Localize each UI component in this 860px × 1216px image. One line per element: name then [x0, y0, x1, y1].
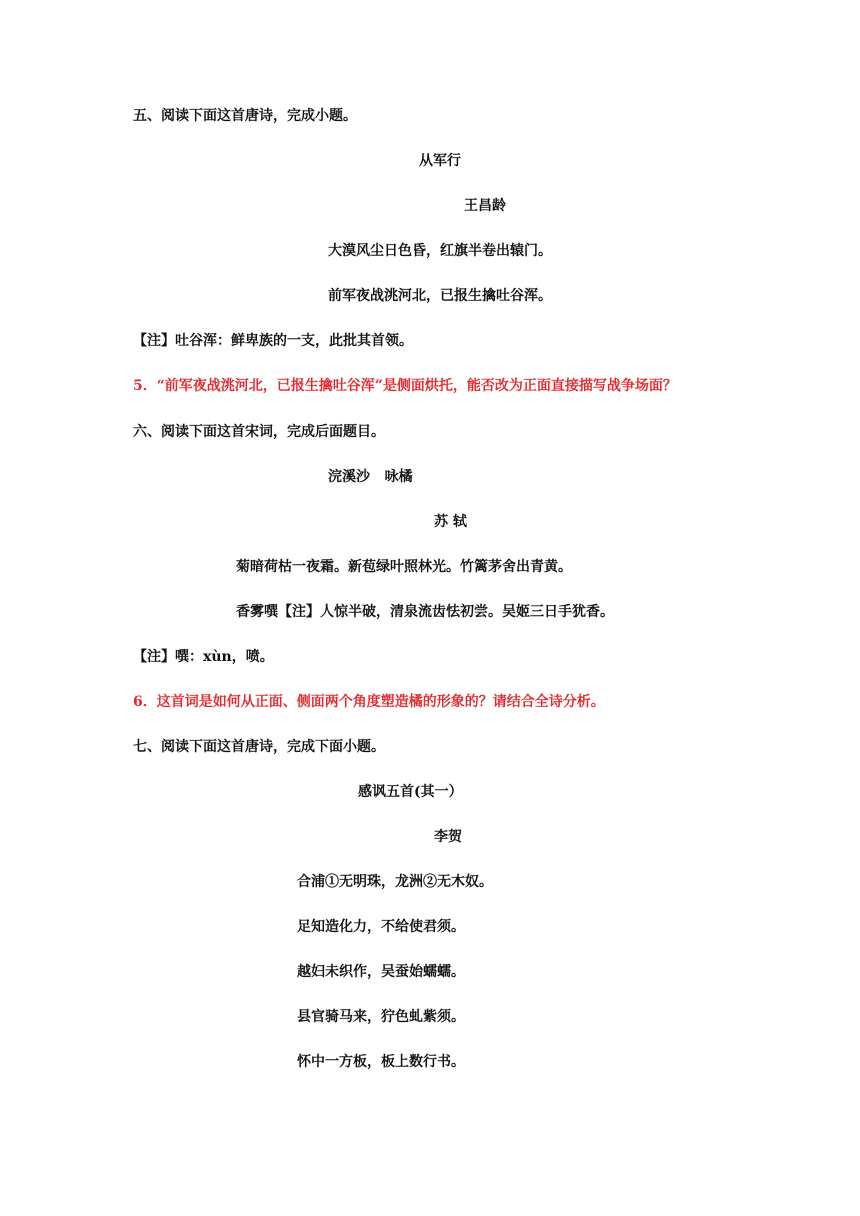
section7-heading: 七、阅读下面这首唐诗，完成下面小题。	[133, 739, 385, 755]
section6-note: 【注】噀：xùn，喷。	[133, 649, 274, 665]
section5-note: 【注】吐谷浑：鲜卑族的一支，此批其首领。	[133, 333, 413, 349]
section7-poem-line-3: 越妇未织作，吴蚕始蠕蠕。	[297, 964, 465, 980]
section5-poem-line-2: 前军夜战洮河北，已报生擒吐谷浑。	[328, 288, 552, 304]
section7-poem-line-5: 怀中一方板，板上数行书。	[297, 1054, 465, 1070]
section7-poem-line-1: 合浦①无明珠，龙洲②无木奴。	[297, 874, 493, 890]
section6-heading: 六、阅读下面这首宋词，完成后面题目。	[133, 424, 385, 440]
question-5: 5．“前军夜战洮河北，已报生擒吐谷浑”是侧面烘托，能否改为正面直接描写战争场面？	[133, 378, 677, 394]
section5-heading: 五、阅读下面这首唐诗，完成小题。	[133, 108, 357, 124]
section5-poem-title: 从军行	[419, 153, 461, 169]
section6-poem-title: 浣溪沙 咏橘	[328, 469, 413, 485]
section6-poem-line-1: 菊暗荷枯一夜霜。新苞绿叶照林光。竹篱茅舍出青黄。	[236, 559, 572, 575]
section7-poem-line-2: 足知造化力，不给使君须。	[297, 919, 465, 935]
section5-poem-author: 王昌龄	[464, 198, 506, 214]
section6-poem-line-2: 香雾噀【注】人惊半破，清泉流齿怯初尝。吴姬三日手犹香。	[236, 604, 614, 620]
section7-poem-author: 李贺	[434, 829, 462, 845]
question-6: 6．这首词是如何从正面、侧面两个角度塑造橘的形象的？请结合全诗分析。	[133, 694, 605, 710]
section6-poem-author: 苏 轼	[434, 514, 467, 530]
section7-poem-line-4: 县官骑马来，狞色虬紫须。	[297, 1009, 465, 1025]
section7-poem-title: 感讽五首(其一）	[358, 784, 463, 800]
section5-poem-line-1: 大漠风尘日色昏，红旗半卷出辕门。	[328, 243, 552, 259]
